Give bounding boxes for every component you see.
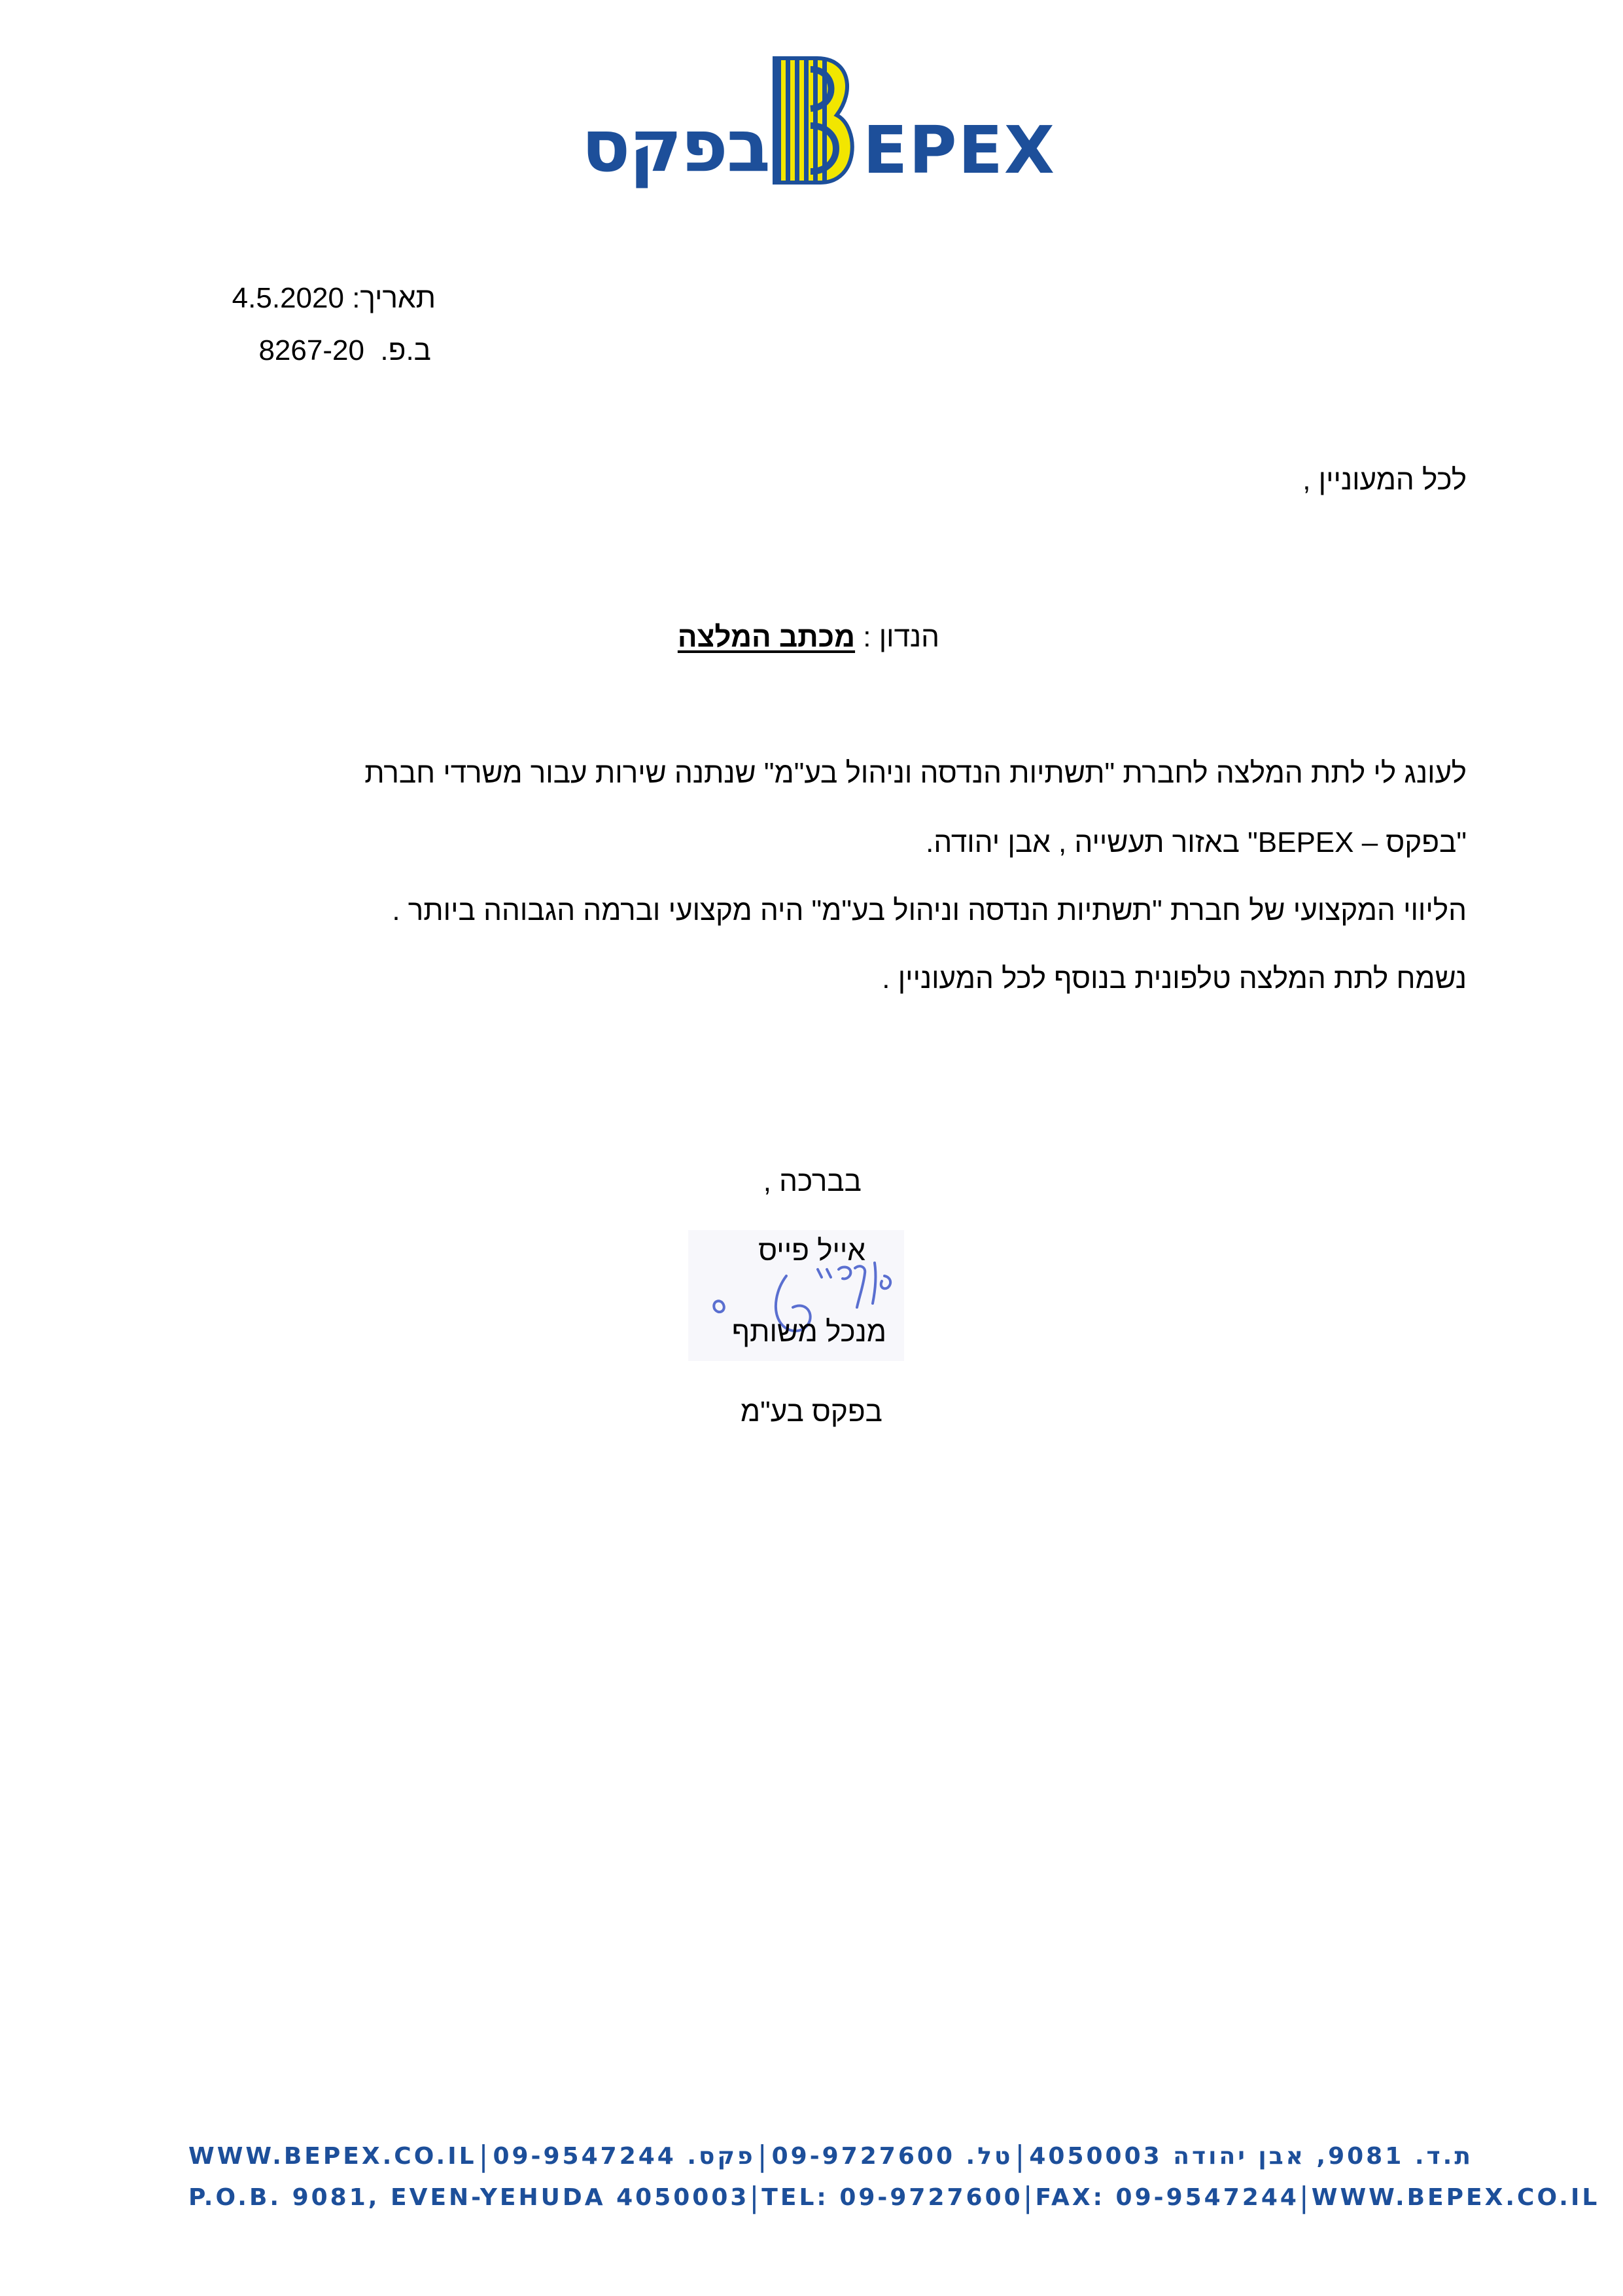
- footer-separator: |: [757, 2140, 770, 2173]
- logo-hebrew-text: בפקס: [581, 104, 769, 188]
- date-value: 4.5.2020: [232, 282, 344, 314]
- logo-latin-text: EPEX: [863, 112, 1056, 188]
- footer-address: P.O.B. 9081, EVEN-YEHUDA 4050003: [188, 2184, 750, 2211]
- body-paragraph: לעונג לי לתת המלצה לחברת "תשתיות הנדסה וניהול בע"מ" שנתנה שירות עבור משרדי חברת: [364, 757, 1467, 789]
- footer-hebrew-line: [188, 2140, 1473, 2173]
- signer-title: מנכל משותף: [731, 1316, 886, 1348]
- logo-b-mark: [771, 55, 860, 186]
- footer-separator: |: [478, 2140, 491, 2173]
- subject-label: הנדון :: [863, 621, 939, 653]
- footer-website[interactable]: WWW.BEPEX.CO.IL: [188, 2143, 477, 2170]
- footer-phone: טל. 09-9727600: [771, 2143, 1013, 2170]
- company-logo: [573, 55, 1056, 188]
- signer-company: בפקס בע"מ: [740, 1396, 882, 1428]
- closing: בברכה ,: [763, 1165, 862, 1197]
- signer-name: אייל פייס: [758, 1235, 865, 1267]
- body-paragraph: נשמח לתת המלצה טלפונית בנוסף לכל המעוניין .: [882, 963, 1467, 995]
- footer-fax: פקס. 09-9547244: [493, 2143, 756, 2170]
- reference-label: ב.פ.: [380, 334, 431, 366]
- footer-fax: FAX: 09-9547244: [1035, 2184, 1299, 2211]
- reference-line: [258, 336, 431, 365]
- date-label: תאריך:: [352, 282, 436, 314]
- subject-line: [678, 623, 939, 652]
- footer-address: ת.ד. 9081, אבן יהודה 4050003: [1029, 2143, 1473, 2170]
- greeting: לכל המעוניין ,: [1302, 464, 1467, 496]
- body-paragraph: "בפקס – BEPEX" באזור תעשייה , אבן יהודה.: [926, 826, 1467, 858]
- footer-separator: |: [1022, 2181, 1036, 2214]
- footer-english-line: [188, 2181, 1600, 2214]
- body-paragraph: הליווי המקצועי של חברת "תשתיות הנדסה וניהול בע"מ" היה מקצועי וברמה הגבוהה ביותר .: [392, 894, 1467, 927]
- date-line: [232, 284, 436, 313]
- footer-phone: TEL: 09-9727600: [761, 2184, 1023, 2211]
- footer-separator: |: [1299, 2181, 1312, 2214]
- footer-separator: |: [1015, 2140, 1028, 2173]
- subject-value: מכתב המלצה: [677, 621, 856, 653]
- footer-separator: |: [749, 2181, 762, 2214]
- footer-website[interactable]: WWW.BEPEX.CO.IL: [1311, 2184, 1600, 2211]
- reference-value: 8267-20: [258, 334, 364, 366]
